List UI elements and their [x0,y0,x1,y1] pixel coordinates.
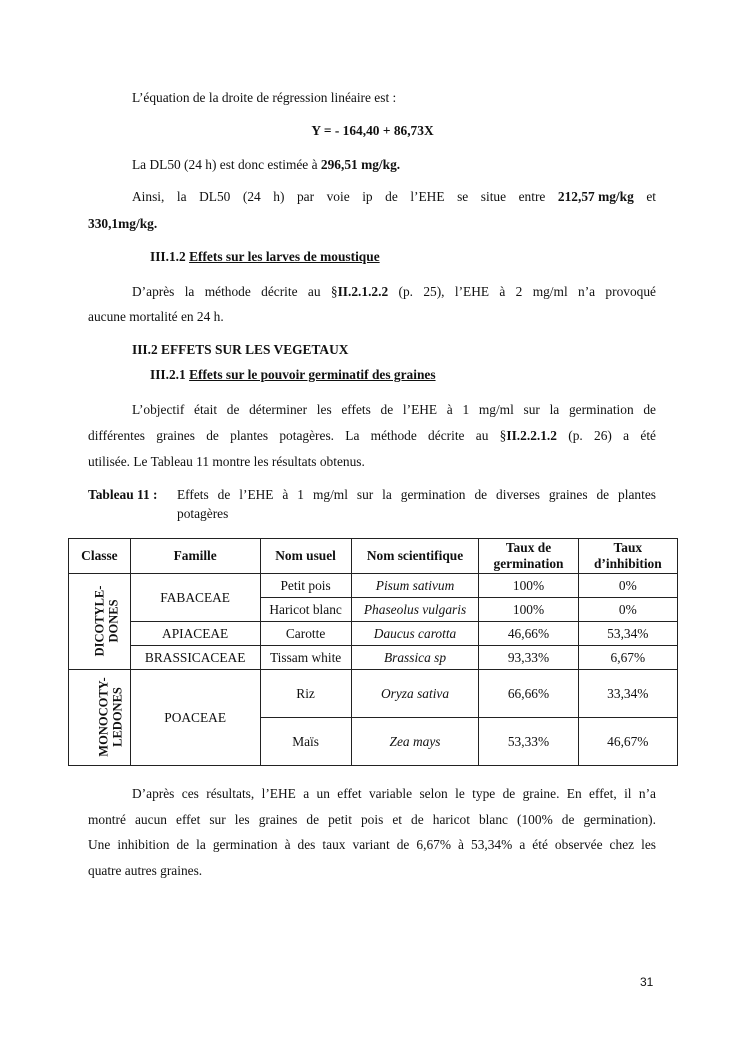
plants-ref: II.2.2.1.2 [506,428,557,443]
header-taux-inhibition: Taux d’inhibition [578,539,677,574]
conclusion-line2: montré aucun effet sur les graines de petit pois et de haricot blanc (100% de germination). [88,812,656,827]
family-poaceae: POACEAE [130,670,260,766]
range-word: DL50 [199,189,231,204]
dl50-range-line [132,188,656,206]
regression-equation: Y = - 164,40 + 86,73X [311,123,434,138]
cell-germination: 100% [479,574,578,598]
table-row [69,646,678,670]
conclusion-line3: Une inhibition de la germination à des taux variant de 6,67% à 53,34% a été observée chez les [88,837,656,852]
header-nom-scientifique: Nom scientifique [351,539,479,574]
cell-nom-scientifique: Pisum sativum [351,574,479,598]
table-caption-line2: potagères [177,506,229,521]
range-word: (24 [242,189,261,204]
header-nom-usuel: Nom usuel [260,539,351,574]
cell-germination: 93,33% [479,646,578,670]
conclusion-line1: D’après ces résultats, l’EHE a un effet variable selon le type de graine. En effet, il n’a [132,786,656,801]
plants-paragraph-line1: L’objectif était de déterminer les effets de l’EHE à 1 mg/ml sur la germination de [132,402,656,417]
plants-paragraph-line2: différentes graines de plantes potagères. La méthode décrite au §II.2.2.1.2 (p. 26) a été [88,428,656,443]
cell-nom-scientifique: Oryza sativa [351,670,479,718]
class-monocot-label: MONOCOTY- LEDONES [96,677,125,757]
header-famille: Famille [130,539,260,574]
larvae-text-a: D’après la méthode décrite au §II.2.1.2.2 (p. 25), l’EHE à 2 mg/ml n’a provoqué [132,284,656,299]
cell-nom-usuel: Riz [260,670,351,718]
cell-inhibition: 0% [578,574,677,598]
cell-germination: 100% [479,598,578,622]
range-word: la [176,189,187,204]
range-high-value: 330,1mg/kg. [88,216,158,231]
table-header-row [69,539,678,574]
dl50-sentence [132,156,400,174]
range-word: et [646,189,656,204]
range-word: l’EHE [410,189,445,204]
range-word: ip [362,189,373,204]
section-larvae-title: Effets sur les larves de moustique [189,249,380,264]
page-number: 31 [640,975,654,989]
cell-nom-usuel: Petit pois [260,574,351,598]
section-plants-heading: III.2 EFFETS SUR LES VEGETAUX [132,342,349,357]
class-monocot-cell [69,670,131,766]
cell-inhibition: 0% [578,598,677,622]
family-apiaceae: APIACEAE [130,622,260,646]
range-word: par [296,189,315,204]
table-row [69,574,678,598]
cell-nom-usuel: Tissam white [260,646,351,670]
cell-germination: 66,66% [479,670,578,718]
header-classe: Classe [69,539,131,574]
class-dicot-label: DICOTYLE- DONES [92,585,121,657]
family-brassicaceae: BRASSICACEAE [130,646,260,670]
dl50-value: 296,51 mg/kg. [320,157,401,172]
range-word: situe [480,189,507,204]
table-caption-label: Tableau 11 : [88,487,158,502]
larvae-ref: II.2.1.2.2 [337,284,389,299]
range-word: Ainsi, [132,189,165,204]
cell-nom-usuel: Haricot blanc [260,598,351,622]
plants-paragraph-line3: utilisée. Le Tableau 11 montre les résultats obtenus. [88,454,365,469]
range-word: se [457,189,469,204]
cell-inhibition: 46,67% [578,718,677,766]
section-larvae-heading [150,248,380,266]
range-word: voie [326,189,350,204]
table-row [69,622,678,646]
equation-intro: L’équation de la droite de régression linéaire est : [132,90,397,105]
cell-inhibition: 53,34% [578,622,677,646]
dl50-text: La DL50 (24 h) est donc estimée à [132,157,321,172]
cell-nom-scientifique: Phaseolus vulgaris [351,598,479,622]
cell-germination: 46,66% [479,622,578,646]
family-fabaceae: FABACEAE [130,574,260,622]
cell-inhibition: 6,67% [578,646,677,670]
section-germination-title: Effets sur le pouvoir germinatif des graines [189,367,436,382]
larvae-paragraph-line2: aucune mortalité en 24 h. [88,309,224,324]
cell-nom-usuel: Maïs [260,718,351,766]
conclusion-line4: quatre autres graines. [88,863,203,878]
table-row [69,670,678,718]
class-dicot-cell [69,574,131,670]
larvae-paragraph-line1 [132,283,656,301]
cell-germination: 53,33% [479,718,578,766]
range-word: h) [273,189,285,204]
range-word: entre [518,189,546,204]
range-low-value: 212,57 mg/kg [557,189,634,204]
cell-nom-scientifique: Daucus carotta [351,622,479,646]
header-taux-germination: Taux de germination [479,539,578,574]
cell-nom-usuel: Carotte [260,622,351,646]
cell-nom-scientifique: Brassica sp [351,646,479,670]
cell-nom-scientifique: Zea mays [351,718,479,766]
section-germination-number: III.2.1 [150,367,190,382]
table-caption-line1: Effets de l’EHE à 1 mg/ml sur la germination de diverses graines de plantes [177,487,656,502]
germination-table [68,538,678,766]
section-larvae-number: III.1.2 [150,249,190,264]
section-germination-heading [150,366,436,384]
cell-inhibition: 33,34% [578,670,677,718]
range-word: de [385,189,398,204]
